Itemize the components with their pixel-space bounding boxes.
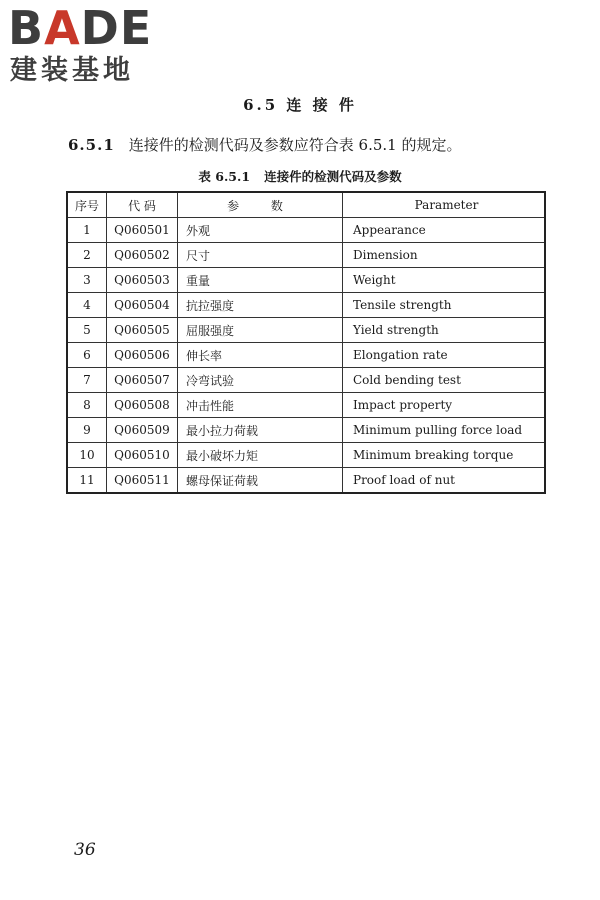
cell-parameter-en: Minimum breaking torque bbox=[343, 443, 546, 468]
table-row bbox=[67, 343, 545, 368]
cell-parameter-en: Dimension bbox=[343, 243, 546, 268]
cell-code: Q060501 bbox=[107, 218, 178, 243]
cell-no: 9 bbox=[67, 418, 107, 443]
cell-parameter-zh: 外观 bbox=[178, 218, 343, 243]
cell-code: Q060509 bbox=[107, 418, 178, 443]
cell-parameter-en: Yield strength bbox=[343, 318, 546, 343]
clause-text: 连接件的检测代码及参数应符合表 6.5.1 的规定。 bbox=[128, 136, 462, 154]
cell-code: Q060508 bbox=[107, 393, 178, 418]
cell-parameter-zh: 屈服强度 bbox=[178, 318, 343, 343]
cell-parameter-zh: 螺母保证荷载 bbox=[178, 468, 343, 494]
cell-parameter-en: Proof load of nut bbox=[343, 468, 546, 494]
cell-no: 10 bbox=[67, 443, 107, 468]
cell-parameter-zh: 抗拉强度 bbox=[178, 293, 343, 318]
cell-parameter-zh: 冲击性能 bbox=[178, 393, 343, 418]
table-caption-text: 连接件的检测代码及参数 bbox=[264, 169, 402, 184]
cell-parameter-zh: 重量 bbox=[178, 268, 343, 293]
cell-no: 6 bbox=[67, 343, 107, 368]
cell-parameter-en: Minimum pulling force load bbox=[343, 418, 546, 443]
cell-no: 4 bbox=[67, 293, 107, 318]
cell-no: 11 bbox=[67, 468, 107, 494]
cell-code: Q060511 bbox=[107, 468, 178, 494]
cell-code: Q060503 bbox=[107, 268, 178, 293]
parameter-table bbox=[66, 191, 546, 494]
table-row bbox=[67, 293, 545, 318]
table-row bbox=[67, 318, 545, 343]
cell-parameter-en: Tensile strength bbox=[343, 293, 546, 318]
table-row bbox=[67, 218, 545, 243]
table-header-row bbox=[67, 192, 545, 218]
cell-no: 8 bbox=[67, 393, 107, 418]
cell-parameter-en: Cold bending test bbox=[343, 368, 546, 393]
cell-code: Q060507 bbox=[107, 368, 178, 393]
cell-parameter-en: Weight bbox=[343, 268, 546, 293]
cell-parameter-zh: 冷弯试验 bbox=[178, 368, 343, 393]
table-row bbox=[67, 443, 545, 468]
table-caption-number: 表 6.5.1 bbox=[198, 169, 251, 184]
logo-wordmark: BADE bbox=[8, 1, 153, 55]
header-no: 序号 bbox=[67, 192, 107, 218]
cell-no: 3 bbox=[67, 268, 107, 293]
cell-no: 1 bbox=[67, 218, 107, 243]
logo bbox=[8, 1, 178, 88]
table-caption bbox=[0, 167, 600, 185]
header-code: 代 码 bbox=[107, 192, 178, 218]
table-row bbox=[67, 468, 545, 494]
cell-parameter-en: Elongation rate bbox=[343, 343, 546, 368]
cell-no: 7 bbox=[67, 368, 107, 393]
header-parameter-zh: 参 数 bbox=[178, 192, 343, 218]
cell-code: Q060506 bbox=[107, 343, 178, 368]
cell-code: Q060510 bbox=[107, 443, 178, 468]
logo-subtitle: 建装基地 bbox=[10, 55, 134, 86]
cell-parameter-zh: 伸长率 bbox=[178, 343, 343, 368]
cell-parameter-zh: 尺寸 bbox=[178, 243, 343, 268]
header-parameter-en: Parameter bbox=[343, 192, 546, 218]
page-number: 36 bbox=[74, 840, 96, 860]
cell-code: Q060502 bbox=[107, 243, 178, 268]
cell-code: Q060504 bbox=[107, 293, 178, 318]
cell-no: 5 bbox=[67, 318, 107, 343]
cell-code: Q060505 bbox=[107, 318, 178, 343]
cell-parameter-zh: 最小破坏力矩 bbox=[178, 443, 343, 468]
table-body bbox=[67, 218, 545, 494]
table-row bbox=[67, 268, 545, 293]
table-row bbox=[67, 393, 545, 418]
section-title: 6.5 连 接 件 bbox=[243, 96, 357, 114]
clause-number: 6.5.1 bbox=[68, 136, 115, 154]
cell-parameter-zh: 最小拉力荷载 bbox=[178, 418, 343, 443]
table-row bbox=[67, 243, 545, 268]
table-row bbox=[67, 418, 545, 443]
cell-no: 2 bbox=[67, 243, 107, 268]
clause-paragraph bbox=[68, 134, 461, 155]
cell-parameter-en: Appearance bbox=[343, 218, 546, 243]
table-row bbox=[67, 368, 545, 393]
cell-parameter-en: Impact property bbox=[343, 393, 546, 418]
